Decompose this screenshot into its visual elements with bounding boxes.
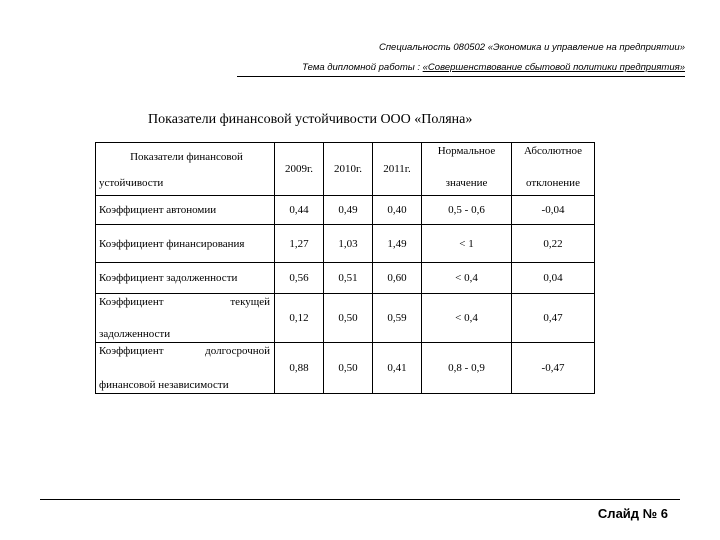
topic-prefix: Тема дипломной работы :: [302, 62, 423, 73]
value-2011: 0,40: [373, 196, 422, 225]
value-2009: 0,12: [275, 294, 324, 343]
value-deviation: 0,04: [512, 263, 595, 294]
value-normal: < 0,4: [422, 294, 512, 343]
value-deviation: 0,22: [512, 225, 595, 263]
table-row: [96, 343, 595, 394]
value-2010: 0,51: [324, 263, 373, 294]
value-2011: 1,49: [373, 225, 422, 263]
value-normal: 0,8 - 0,9: [422, 343, 512, 394]
value-2011: 0,41: [373, 343, 422, 394]
financial-stability-table: [95, 142, 595, 394]
row-name-word2: долгосрочной: [205, 345, 270, 357]
row-name-word2: текущей: [230, 296, 270, 308]
table-row: [96, 196, 595, 225]
value-2011: 0,59: [373, 294, 422, 343]
value-2010: 0,50: [324, 343, 373, 394]
table-row: [96, 225, 595, 263]
header-2011: 2011г.: [373, 143, 422, 196]
value-2010: 0,50: [324, 294, 373, 343]
value-2010: 1,03: [324, 225, 373, 263]
value-2010: 0,49: [324, 196, 373, 225]
value-2009: 0,88: [275, 343, 324, 394]
page-title: Показатели финансовой устойчивости ООО «Поляна»: [148, 112, 473, 127]
specialty-header: Специальность 080502 «Экономика и управление на предприятии»: [378, 42, 685, 53]
header-2010: 2010г.: [324, 143, 373, 196]
value-2011: 0,60: [373, 263, 422, 294]
header-2009: 2009г.: [275, 143, 324, 196]
row-name-line2: задолженности: [99, 328, 171, 340]
value-normal: 0,5 - 0,6: [422, 196, 512, 225]
footer-divider: [40, 499, 680, 500]
value-2009: 1,27: [275, 225, 324, 263]
row-name: Коэффициент задолженности: [96, 263, 275, 294]
table-row: [96, 294, 595, 343]
value-deviation: -0,47: [512, 343, 595, 394]
value-2009: 0,44: [275, 196, 324, 225]
value-2009: 0,56: [275, 263, 324, 294]
row-name: Коэффициент автономии: [96, 196, 275, 225]
value-deviation: 0,47: [512, 294, 595, 343]
row-name-word1: Коэффициент: [99, 345, 164, 357]
table-header-row: [96, 143, 595, 196]
row-name: [96, 343, 275, 394]
slide-number: Слайд № 6: [597, 506, 668, 521]
topic-title: «Совершенствование сбытовой политики предприятия»: [422, 62, 685, 73]
header-abs-deviation: Абсолютное отклонение: [512, 143, 595, 196]
value-normal: < 1: [422, 225, 512, 263]
row-name-line2: финансовой независимости: [99, 379, 229, 391]
header-normal-value: Нормальное значение: [422, 143, 512, 196]
value-normal: < 0,4: [422, 263, 512, 294]
topic-header: [302, 62, 685, 73]
row-name: Коэффициент финансирования: [96, 225, 275, 263]
header-indicator: Показатели финансовой устойчивости: [96, 143, 275, 196]
header-divider: [237, 76, 685, 77]
value-deviation: -0,04: [512, 196, 595, 225]
row-name-word1: Коэффициент: [99, 296, 164, 308]
table-row: [96, 263, 595, 294]
row-name: [96, 294, 275, 343]
